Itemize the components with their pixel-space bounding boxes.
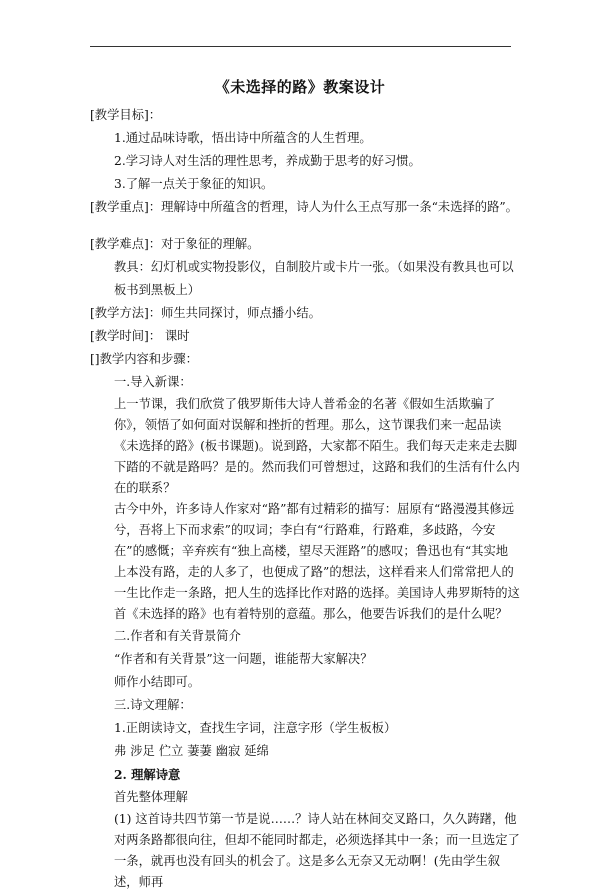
teaching-method: [教学方法]：师生共同探讨，师点播小结。 (90, 306, 321, 320)
document-title: 《未选择的路》教案设计 (214, 78, 386, 96)
section-1-paragraph-1: 上一节课，我们欣赏了俄罗斯伟大诗人普希金的名著《假如生活欺骗了你》，领悟了如何面对误解和挫折的哲理。那么，这节课我们来一起品读《未选择的路》(板书课题)。说到路，大家都不陌生。我们每天走来走去脚下踏的不就是路吗？是的。然而我们可曾想过，这路和我们的生活有什么内在的联系？ (114, 397, 520, 495)
steps-heading: []教学内容和步骤： (90, 352, 198, 366)
section-3-heading: 三.诗文理解： (114, 698, 192, 712)
goal-2: 2.学习诗人对生活的理性思考，养成勤于思考的好习惯。 (114, 154, 421, 168)
section-3-item-2: 2. 理解诗意 (114, 767, 181, 782)
goal-1: 1.通过品味诗歌，悟出诗中所蕴含的人生哲理。 (114, 131, 372, 145)
section-3-subheading: 首先整体理解 (114, 790, 188, 804)
goal-3: 3.了解一点关于象征的知识。 (114, 177, 274, 191)
goals-heading: [教学目标]： (90, 108, 162, 122)
document-body (90, 104, 520, 893)
vocabulary-words: 弗 涉足 伫立 萋萋 幽寂 延绵 (114, 744, 269, 758)
section-3-paragraph: (1) 这首诗共四节第一节是说……？诗人站在林间交叉路口，久久踌躇，他对两条路都很向往，但却不能同时都走，必须选择其中一条；而一旦选定了一条，就再也没有回头的机会了。这是多么无奈又无动啊！(先由学生叙述，师再 (114, 812, 520, 889)
teaching-time: [教学时间]： 课时 (90, 329, 190, 343)
section-1-paragraph-2: 古今中外，许多诗人作家对“路”都有过精彩的描写：屈原有“路漫漫其修远兮，吾将上下而求索”的叹词；李白有“行路难，行路难，多歧路，今安在”的感慨；辛弃疾有“独上高楼，望尽天涯路”的感叹；鲁迅也有“其实地上本没有路，走的人多了，也便成了路”的想法，这样看来人们常常把人的一生比作走一条路，把人生的选择比作对路的选择。美国诗人弗罗斯特的这首《未选择的路》也有着特别的意蕴。那么，他要告诉我们的是什么呢？ (114, 502, 520, 621)
section-3-item-1: 1.正朗读诗文，查找生字词，注意字形（学生板板） (114, 721, 397, 735)
section-2-paragraph-1: “作者和有关背景”这一问题，谁能帮大家解决？ (114, 652, 373, 666)
section-1-heading: 一.导入新课： (114, 375, 192, 389)
teaching-tools: 教具：幻灯机或实物投影仪，自制胶片或卡片一张。（如果没有教具也可以板书到黑板上） (114, 260, 514, 297)
section-2-paragraph-2: 师作小结即可。 (114, 675, 201, 689)
key-point: [教学重点]：理解诗中所蕴含的哲理，诗人为什么王点写那一条“未选择的路”。 (90, 200, 518, 214)
header-rule (90, 46, 511, 47)
section-2-heading: 二.作者和有关背景简介 (114, 629, 241, 643)
difficulty: [教学难点]：对于象征的理解。 (90, 237, 260, 251)
